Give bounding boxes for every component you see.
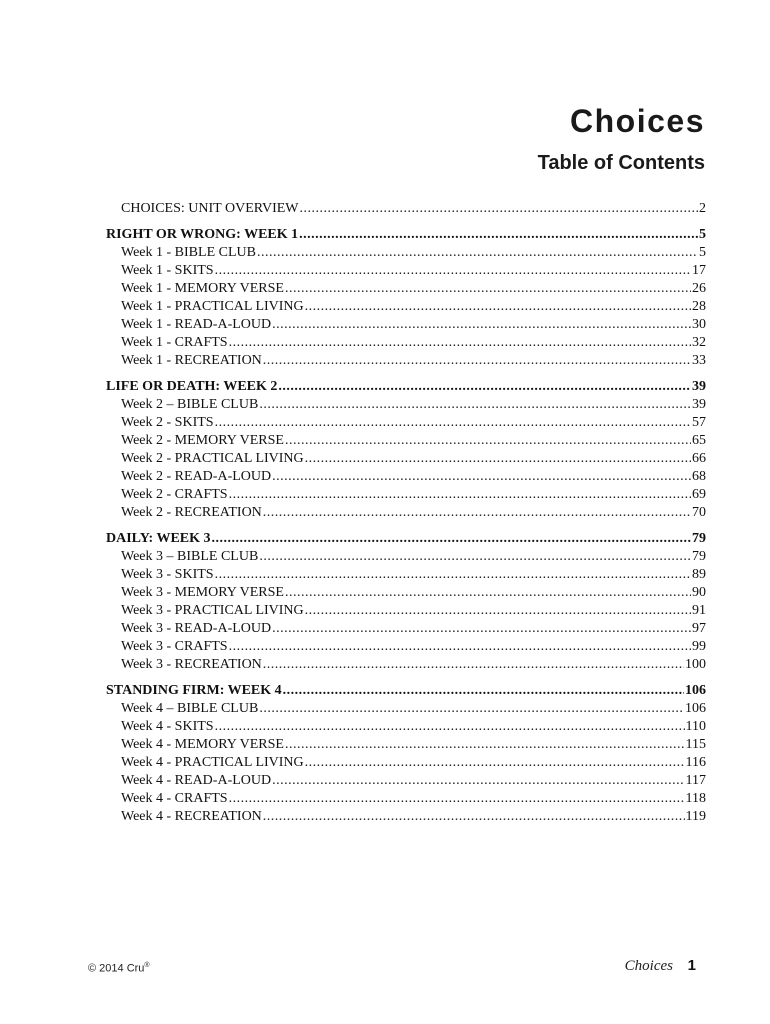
toc-entry-label: Week 1 - PRACTICAL LIVING	[121, 299, 304, 314]
toc-entry-page: 57	[692, 415, 706, 430]
registered-mark: ®	[144, 962, 150, 969]
toc-entry-label: Week 4 - SKITS	[121, 719, 214, 734]
footer-copyright	[88, 962, 150, 975]
toc-leader-dots	[272, 620, 691, 638]
toc-section-page: 106	[685, 683, 706, 698]
toc-entry-label: Week 3 – BIBLE CLUB	[121, 549, 259, 564]
toc-leader-dots	[259, 700, 684, 718]
toc-entry-label: Week 1 - SKITS	[121, 263, 214, 278]
toc-section-page: 79	[692, 531, 706, 546]
toc-entry-page: 106	[685, 701, 706, 716]
toc-entry[interactable]	[106, 790, 706, 808]
toc-entry-label: Week 4 – BIBLE CLUB	[121, 701, 259, 716]
toc-entry-page: 100	[685, 657, 706, 672]
toc-entry[interactable]	[106, 468, 706, 486]
toc-entry-page: 26	[692, 281, 706, 296]
toc-entry-label: Week 4 - PRACTICAL LIVING	[121, 755, 304, 770]
toc-leader-dots	[305, 602, 691, 620]
toc-leader-dots	[300, 200, 699, 218]
toc-entry-label: Week 2 – BIBLE CLUB	[121, 397, 259, 412]
toc-entry[interactable]	[106, 504, 706, 522]
toc-entry-page: 117	[685, 773, 706, 788]
toc-entry-page: 115	[685, 737, 706, 752]
page-number: 1	[687, 957, 696, 974]
toc-entry-label: Week 2 - READ-A-LOUD	[121, 469, 272, 484]
toc-entry-page: 2	[699, 201, 706, 216]
toc-entry[interactable]	[106, 396, 706, 414]
toc-section-week-4[interactable]	[106, 682, 706, 700]
toc-entry-page: 30	[692, 317, 706, 332]
toc-leader-dots	[283, 682, 684, 700]
toc-leader-dots	[285, 432, 691, 450]
toc-entry-overview[interactable]	[106, 200, 706, 218]
document-title: Choices	[570, 103, 705, 139]
footer-running-title: Choices	[624, 958, 673, 974]
toc-entry-label: Week 3 - MEMORY VERSE	[121, 585, 284, 600]
toc-leader-dots	[215, 718, 685, 736]
document-subtitle: Table of Contents	[537, 152, 705, 174]
toc-leader-dots	[215, 262, 691, 280]
toc-entry-label: Week 4 - READ-A-LOUD	[121, 773, 272, 788]
toc-leader-dots	[229, 334, 691, 352]
toc-leader-dots	[305, 450, 691, 468]
toc-entry[interactable]	[106, 414, 706, 432]
toc-entry-label: Week 2 - RECREATION	[121, 505, 262, 520]
toc-entry-page: 119	[685, 809, 706, 824]
toc-entry-page: 116	[685, 755, 706, 770]
toc-entry-label: Week 2 - MEMORY VERSE	[121, 433, 284, 448]
toc-entry[interactable]	[106, 700, 706, 718]
toc-leader-dots	[272, 772, 684, 790]
toc-leader-dots	[272, 468, 691, 486]
toc-entry-page: 89	[692, 567, 706, 582]
toc-entry[interactable]	[106, 244, 706, 262]
toc-leader-dots	[259, 548, 691, 566]
toc-entry-label: Week 3 - SKITS	[121, 567, 214, 582]
toc-section-week-1[interactable]	[106, 226, 706, 244]
toc-entry-page: 90	[692, 585, 706, 600]
toc-entry-label: Week 3 - READ-A-LOUD	[121, 621, 272, 636]
toc-section-label: RIGHT OR WRONG: WEEK 1	[106, 227, 299, 242]
toc-entry-page: 68	[692, 469, 706, 484]
toc-entry-page: 66	[692, 451, 706, 466]
toc-leader-dots	[263, 808, 685, 826]
toc-leader-dots	[285, 736, 685, 754]
toc-leader-dots	[285, 280, 691, 298]
toc-entry-page: 91	[692, 603, 706, 618]
toc-entry[interactable]	[106, 298, 706, 316]
toc-entry-label: Week 1 - RECREATION	[121, 353, 262, 368]
toc-entry-label: Week 1 - READ-A-LOUD	[121, 317, 272, 332]
toc-entry-page: 99	[692, 639, 706, 654]
copyright-text: © 2014 Cru	[88, 962, 145, 975]
toc-section-week-3[interactable]	[106, 530, 706, 548]
toc-entry-label: Week 4 - CRAFTS	[121, 791, 228, 806]
toc-entry-label: Week 2 - PRACTICAL LIVING	[121, 451, 304, 466]
toc-entry-page: 97	[692, 621, 706, 636]
toc-entry-label: CHOICES: UNIT OVERVIEW	[121, 201, 299, 216]
toc-entry-page: 17	[692, 263, 706, 278]
toc-leader-dots	[215, 566, 691, 584]
toc-section-label: DAILY: WEEK 3	[106, 531, 211, 546]
toc-entry-page: 65	[692, 433, 706, 448]
toc-entry[interactable]	[106, 566, 706, 584]
toc-entry[interactable]	[106, 638, 706, 656]
toc-leader-dots	[229, 486, 691, 504]
toc-leader-dots	[278, 378, 691, 396]
toc-section-label: LIFE OR DEATH: WEEK 2	[106, 379, 278, 394]
toc-entry[interactable]	[106, 316, 706, 334]
toc-leader-dots	[263, 352, 691, 370]
toc-leader-dots	[257, 244, 698, 262]
toc-entry[interactable]	[106, 602, 706, 620]
toc-leader-dots	[229, 790, 685, 808]
toc-entry-label: Week 4 - MEMORY VERSE	[121, 737, 284, 752]
toc-entry-page: 5	[699, 245, 706, 260]
toc-entry-page: 79	[692, 549, 706, 564]
toc-entry-page: 70	[692, 505, 706, 520]
toc-entry[interactable]	[106, 548, 706, 566]
toc-entry-page: 32	[692, 335, 706, 350]
toc-leader-dots	[259, 396, 691, 414]
toc-entry-label: Week 2 - SKITS	[121, 415, 214, 430]
toc-entry-label: Week 1 - CRAFTS	[121, 335, 228, 350]
toc-entry-label: Week 3 - RECREATION	[121, 657, 262, 672]
toc-section-page: 5	[699, 227, 706, 242]
toc-leader-dots	[229, 638, 691, 656]
toc-leader-dots	[263, 504, 691, 522]
toc-section-week-2[interactable]	[106, 378, 706, 396]
toc-entry-page: 28	[692, 299, 706, 314]
toc-entry[interactable]	[106, 772, 706, 790]
toc-leader-dots	[215, 414, 691, 432]
toc-entry-page: 69	[692, 487, 706, 502]
toc-entry[interactable]	[106, 808, 706, 826]
toc-entry[interactable]	[106, 262, 706, 280]
toc-entry[interactable]	[106, 754, 706, 772]
toc-leader-dots	[305, 754, 685, 772]
toc-leader-dots	[299, 226, 698, 244]
toc-entry[interactable]	[106, 718, 706, 736]
toc-entry[interactable]	[106, 352, 706, 370]
toc-entry[interactable]	[106, 736, 706, 754]
toc-entry[interactable]	[106, 280, 706, 298]
toc-leader-dots	[263, 656, 684, 674]
toc-section-page: 39	[692, 379, 706, 394]
toc-entry[interactable]	[106, 486, 706, 504]
toc-leader-dots	[272, 316, 691, 334]
toc-leader-dots	[212, 530, 691, 548]
toc-entry-label: Week 3 - CRAFTS	[121, 639, 228, 654]
toc-entry-page: 39	[692, 397, 706, 412]
toc-leader-dots	[305, 298, 691, 316]
toc-section-label: STANDING FIRM: WEEK 4	[106, 683, 282, 698]
toc-entry[interactable]	[106, 334, 706, 352]
toc-entry[interactable]	[106, 620, 706, 638]
toc-entry-page: 110	[685, 719, 706, 734]
toc-entry[interactable]	[106, 450, 706, 468]
toc-entry[interactable]	[106, 656, 706, 674]
toc-entry-page: 33	[692, 353, 706, 368]
toc-leader-dots	[285, 584, 691, 602]
toc-entry-page: 118	[685, 791, 706, 806]
toc-entry-label: Week 2 - CRAFTS	[121, 487, 228, 502]
toc-entry-label: Week 1 - BIBLE CLUB	[121, 245, 256, 260]
toc-entry[interactable]	[106, 432, 706, 450]
toc-entry-label: Week 1 - MEMORY VERSE	[121, 281, 284, 296]
toc-entry-label: Week 4 - RECREATION	[121, 809, 262, 824]
toc-entry[interactable]	[106, 584, 706, 602]
toc-entry-label: Week 3 - PRACTICAL LIVING	[121, 603, 304, 618]
table-of-contents	[106, 200, 706, 826]
